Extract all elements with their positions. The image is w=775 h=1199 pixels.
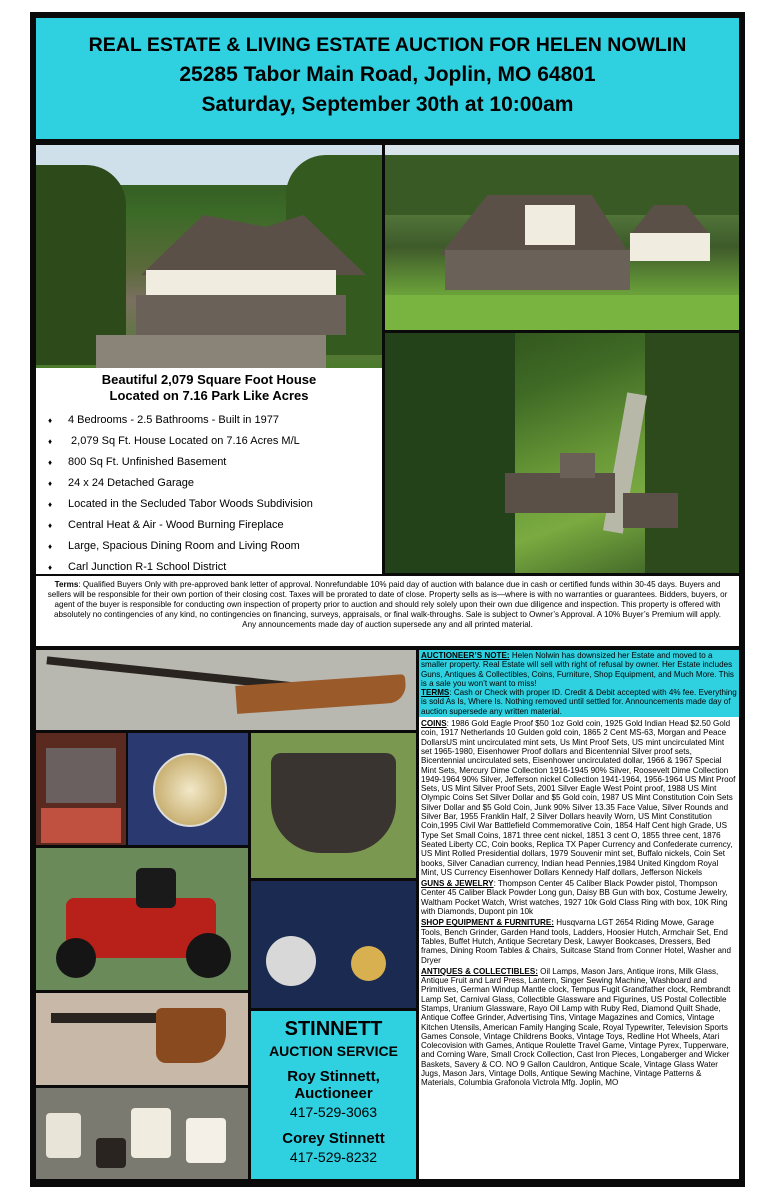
list-item: ♦ Located in the Secluded Tabor Woods Subdivision — [48, 498, 313, 510]
house-side-photo — [385, 145, 739, 330]
guns-section: GUNS & JEWELRY: Thompson Center 45 Caliber Black Powder pistol, Thompson Center 45 Caliber Black Powder Long gun, Daisy BB Gun with box, Costume Jewelry, Waltham Pocket Watch, Wrist watches, 1927 10k Gold Class Ring with box, 10K Ring with Diamonds, Dupont pin 10k — [421, 879, 728, 917]
auctioneer-note: AUCTIONEER’S NOTE: Helen Nolwin has downsized her Estate and moved to a smaller property. Real Estate will sell with right of refusal by owner. Her Estate includes Guns, Antiques & Collectibles, Coins, Furniture, Shop Equipment, and Much More. This is a sale you won’t want to miss! TERMS: Cash or Check with proper ID. Credit & Debit accepted with 4% fee. Everything is sold As Is, Where Is. Nothing removed until settled for. Announcements made day of auction supersede any written material. — [419, 650, 739, 717]
house-description — [36, 368, 382, 574]
gold-coin-photo — [128, 733, 248, 845]
contact-card: STINNETT AUCTION SERVICE Roy Stinnett, Auctioneer 417-529-3063 Corey Stinnett 417-529-8232 — [251, 1011, 416, 1179]
cauldron-photo — [251, 733, 416, 878]
list-item: ♦ Central Heat & Air - Wood Burning Fireplace — [48, 519, 284, 531]
pistol-photo — [36, 993, 248, 1085]
terms-block: Terms: Qualified Buyers Only with pre-approved bank letter of approval. Nonrefundable 10% paid day of auction with balance due in cash or certified funds within 30-45 days. Buyers and sellers will be responsible for their own portion of their closing cost. Taxes will be prorated to date of close. Property sells as is—where is with no warranties or guarantees. Bidders, buyers, or agent of the buyer is responsible for conducting own inspection of property prior to auction and should rely solely upon their own due diligence and inspection. This property is offered with absolutely no contingencies of any kind, no contingencies on financing, surveys, appraisals, or final walk-throughs. Sale is subject to Owner’s Approval. A 10% Buyer’s Premium will apply. Any announcements made day of auction supersede any and all printed material. — [36, 576, 739, 646]
list-item: ♦ Large, Spacious Dining Room and Living Room — [48, 540, 300, 552]
house-front-photo — [36, 145, 382, 368]
list-item: ♦ 24 x 24 Detached Garage — [48, 477, 194, 489]
list-item: ♦ 4 Bedrooms - 2.5 Bathrooms - Built in 1977 — [48, 414, 279, 426]
coins-section: COINS: 1986 Gold Eagle Proof $50 1oz Gold coin, 1925 Gold Indian Head $2.50 Gold coin, 1917 Netherlands 10 Gulden gold coin, 1865 2 Cent MS-63, Morgan and Peace DollarsUS mint uncirculated mint sets, Us Mint Proof Sets, US mint uncirculated Mint set 1965-1980, Eisenhower Proof dollars and Bicentennial Silver proof sets, Bicentennial uncirculated sets, Eisenhower uncirculated dollar, 1966 & 1967 Special Mint Sets, Mercury Dime Collection 1916-1945 90% Silver, Roosevelt Dime Collection 1949-1964 90% Silver, Jefferson nickel Collection 1941-1964, 1956-1964 US Mint Proof Sets, US Mint Silver Proof Sets, 2001 Silver Eagle West Point proof, 1988 US Mint Olympic Coins Set Silver Dollar and $5 Gold coin, 1987 US Mint Constitution Coin Sets Silver Dollar and $5 Gold Coin, Junk 90% Silver 13.35 Face Value, Silver Rounds and Silver Bar, 1955 Franklin Half, 2 Silver Dollars heavily Worn, US Mint Constitution Coin,1995 Civil War Battlefield Commemorative Coin, 1854 Half Cent high Grade, US Type Set Small Coins, 1871 three cent nickel, 1851 3 cent O, 1855 three cent, 1876 Seated Liberty CC, Coin books, Replica TX Paper Currency and Confederate currency, US Mint Rolled Presidential dollars, 1979 Souvenir mint set, Buffalo nickels, Coin Set books, Silver Canadian currency, Indian head Pennies,1984 United Kingdom Royal Mint, US Currency Eisenhower Dollars Kennedy Half dollars, Jefferson Nickels — [421, 719, 736, 877]
mower-photo — [36, 848, 248, 990]
shop-section: SHOP EQUIPMENT & FURNITURE: Husqvarna LGT 2654 Riding Mowe, Garage Tools, Bench Grinder, Garden Hand tools, Ladders, Hoosier Hutch, Armchair Set, End Tables, Buffet Hutch, Antique Secretary Desk, Lawyer Bookcases, Dressers, Bed frames, Dining Room Tables & Chairs, Suitcase Stand from Conner Hotel, Washer and Dryer — [421, 918, 731, 965]
phone-corey: 417-529-8232 — [289, 1149, 378, 1165]
jewelry-box-photo — [36, 733, 126, 845]
coin-set-photo — [251, 881, 416, 1008]
aerial-photo — [385, 333, 739, 573]
phone-roy: 417-529-3063 — [289, 1104, 378, 1120]
crocks-photo — [36, 1088, 248, 1179]
auction-date: Saturday, September 30th at 10:00am — [201, 93, 574, 116]
feature-list — [36, 410, 382, 578]
auction-details — [419, 650, 739, 1179]
list-item: ♦ Carl Junction R-1 School District — [48, 561, 227, 573]
antiques-section: ANTIQUES & COLLECTIBLES: Oil Lamps, Mason Jars, Antique irons, Milk Glass, Antique Fruit and Lard Press, Lantern, Singer Sewing Machine, Washboard and Primitives, German Windup Mantle clock, Tempus Fugit Grandfather clock, Rembrandt Lamp Set, Carnival Glass, Collectible Glassware and Figurines, US Postal Collectible Stamps, Uranium Glassware, Rayo Oil Lamp with Ruby Red, Diamond Quilt Shade, Antique Coffee Grinder, Advertising Tins, Vintage Magazines and Comics, Vintage Kitchen Utensils, American Family Hanging Scale, Royal Typewriter, Television Sports Games Console, Vintage Childrens Books, Vintage Toys, Redline Hot Wheels, Atari Colecovision with Games, Antique Roulette Travel Game, Vintage Pyrex, Tupperware, and Corning Ware, Small Crock Collection, Cast Iron Pieces, Longaberger and Wicker Baskets, Savery & CO. NO 9 Gallon Cauldron, Antique Scale, Vintage Glass Water Jugs, Mason Jars, Vintage Dolls, Antique Sewing Machine, Vintage Patterns & Materials, Columbia Grafonola Victrola Mfg. Joplin, MO — [421, 966, 731, 1088]
auction-title: REAL ESTATE & LIVING ESTATE AUCTION FOR HELEN NOWLIN — [88, 34, 687, 56]
auction-address: 25285 Tabor Main Road, Joplin, MO 64801 — [179, 63, 596, 86]
flyer-header — [36, 18, 739, 139]
house-headline: Beautiful 2,079 Square Foot House Located on 7.16 Park Like Acres — [101, 372, 317, 403]
list-item: ♦ 800 Sq Ft. Unfinished Basement — [48, 456, 227, 468]
list-item: ♦ 2,079 Sq Ft. House Located on 7.16 Acres M/L — [48, 435, 300, 447]
rifle-photo — [36, 650, 416, 730]
